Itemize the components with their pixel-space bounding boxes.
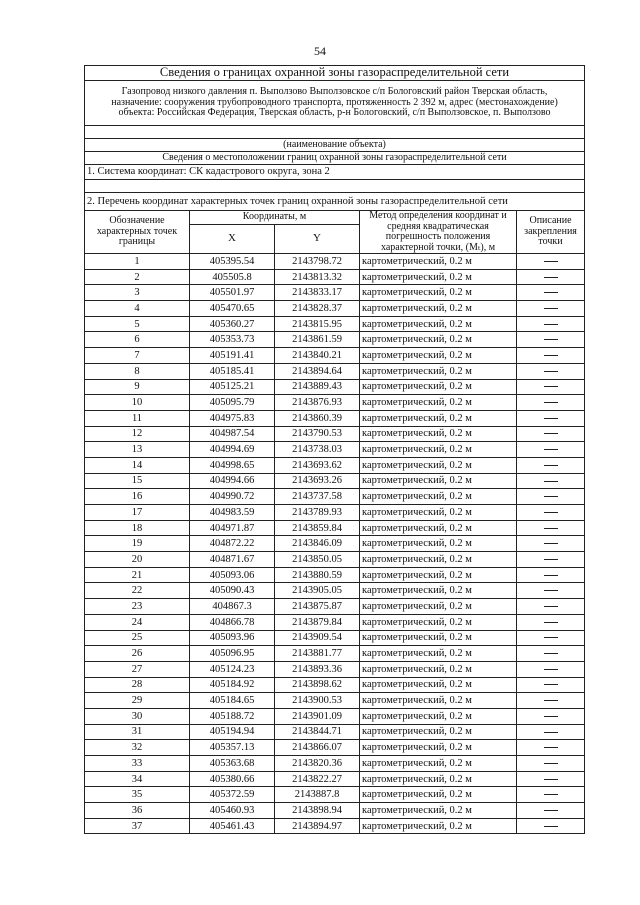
coordinate-system: 1. Система координат: СК кадастрового округа, зона 2 <box>85 165 585 180</box>
coordinate-y: 2143900.53 <box>275 693 360 709</box>
point-number: 29 <box>85 693 190 709</box>
method-cell: картометрический, 0.2 м <box>360 457 517 473</box>
dash-mark <box>544 559 558 560</box>
method-cell: картометрический, 0.2 м <box>360 787 517 803</box>
dash-mark <box>544 308 558 309</box>
table-row <box>85 269 585 285</box>
method-cell: картометрический, 0.2 м <box>360 567 517 583</box>
method-cell: картометрический, 0.2 м <box>360 348 517 364</box>
dash-mark <box>544 371 558 372</box>
coordinate-y: 2143889.43 <box>275 379 360 395</box>
method-cell: картометрический, 0.2 м <box>360 536 517 552</box>
table-row <box>85 552 585 568</box>
coordinate-x: 405191.41 <box>190 348 275 364</box>
dash-mark <box>544 433 558 434</box>
description-cell <box>517 426 585 442</box>
coordinate-y: 2143901.09 <box>275 708 360 724</box>
coordinate-y: 2143893.36 <box>275 661 360 677</box>
points-list-title: 2. Перечень координат характерных точек границ охранной зоны газораспределительной сети <box>85 193 585 211</box>
dash-mark <box>544 810 558 811</box>
method-cell: картометрический, 0.2 м <box>360 473 517 489</box>
method-cell: картометрический, 0.2 м <box>360 410 517 426</box>
coordinate-y: 2143789.93 <box>275 505 360 521</box>
point-number: 24 <box>85 614 190 630</box>
coordinate-y: 2143881.77 <box>275 646 360 662</box>
point-number: 30 <box>85 708 190 724</box>
point-number: 31 <box>85 724 190 740</box>
dash-mark <box>544 418 558 419</box>
header-point: Обозначение характерных точек границы <box>85 211 190 254</box>
description-cell <box>517 552 585 568</box>
point-number: 13 <box>85 442 190 458</box>
dash-mark <box>544 261 558 262</box>
point-number: 23 <box>85 599 190 615</box>
point-number: 22 <box>85 583 190 599</box>
method-cell: картометрический, 0.2 м <box>360 301 517 317</box>
dash-mark <box>544 794 558 795</box>
point-number: 26 <box>85 646 190 662</box>
coordinate-y: 2143738.03 <box>275 442 360 458</box>
description-cell <box>517 379 585 395</box>
coordinate-x: 404987.54 <box>190 426 275 442</box>
dash-mark <box>544 653 558 654</box>
description-cell <box>517 442 585 458</box>
coordinate-x: 404872.22 <box>190 536 275 552</box>
point-number: 27 <box>85 661 190 677</box>
point-number: 28 <box>85 677 190 693</box>
dash-mark <box>544 669 558 670</box>
method-cell: картометрический, 0.2 м <box>360 677 517 693</box>
table-row <box>85 285 585 301</box>
coordinate-y: 2143887.8 <box>275 787 360 803</box>
description-cell <box>517 332 585 348</box>
table-row <box>85 677 585 693</box>
table-row <box>85 693 585 709</box>
dash-mark <box>544 575 558 576</box>
dash-mark <box>544 292 558 293</box>
method-cell: картометрический, 0.2 м <box>360 254 517 270</box>
table-row <box>85 708 585 724</box>
header-coordinates: Координаты, м <box>190 211 360 225</box>
dash-mark <box>544 465 558 466</box>
coordinate-x: 404998.65 <box>190 457 275 473</box>
method-cell: картометрический, 0.2 м <box>360 332 517 348</box>
blank-row <box>85 180 585 193</box>
method-cell: картометрический, 0.2 м <box>360 363 517 379</box>
object-description <box>85 81 585 126</box>
coordinate-x: 404871.67 <box>190 552 275 568</box>
description-cell <box>517 316 585 332</box>
coordinate-y: 2143905.05 <box>275 583 360 599</box>
table-row <box>85 473 585 489</box>
point-number: 3 <box>85 285 190 301</box>
location-title: Сведения о местоположении границ охранной зоны газораспределительной сети <box>85 152 585 165</box>
method-cell: картометрический, 0.2 м <box>360 395 517 411</box>
coordinate-x: 405124.23 <box>190 661 275 677</box>
coordinate-x: 405470.65 <box>190 301 275 317</box>
description-cell <box>517 348 585 364</box>
description-cell <box>517 787 585 803</box>
coordinate-x: 404994.66 <box>190 473 275 489</box>
coordinate-y: 2143846.09 <box>275 536 360 552</box>
description-cell <box>517 505 585 521</box>
object-line-3: объекта: Российская Федерация, Тверская область, р-н Бологовский, с/п Выползовское, п. Выползово <box>118 107 551 119</box>
method-cell: картометрический, 0.2 м <box>360 426 517 442</box>
table-row <box>85 426 585 442</box>
method-cell: картометрический, 0.2 м <box>360 756 517 772</box>
description-cell <box>517 756 585 772</box>
coordinate-y: 2143820.36 <box>275 756 360 772</box>
table-row <box>85 614 585 630</box>
table-row <box>85 646 585 662</box>
point-number: 32 <box>85 740 190 756</box>
object-line-2: назначение: сооружения трубопроводного транспорта, протяженность 2 392 м, адрес (местонахождение) <box>111 96 558 108</box>
point-number: 11 <box>85 410 190 426</box>
dash-mark <box>544 339 558 340</box>
table-row <box>85 363 585 379</box>
description-cell <box>517 661 585 677</box>
method-cell: картометрический, 0.2 м <box>360 818 517 834</box>
dash-mark <box>544 622 558 623</box>
description-cell <box>517 520 585 536</box>
point-number: 1 <box>85 254 190 270</box>
coordinate-x: 405184.65 <box>190 693 275 709</box>
method-cell: картометрический, 0.2 м <box>360 614 517 630</box>
method-cell: картометрический, 0.2 м <box>360 724 517 740</box>
description-cell <box>517 614 585 630</box>
point-number: 21 <box>85 567 190 583</box>
description-cell <box>517 583 585 599</box>
coordinate-y: 2143813.32 <box>275 269 360 285</box>
description-cell <box>517 803 585 819</box>
coordinate-x: 405093.96 <box>190 630 275 646</box>
dash-mark <box>544 449 558 450</box>
coordinate-x: 405184.92 <box>190 677 275 693</box>
table-row <box>85 599 585 615</box>
coordinate-y: 2143693.62 <box>275 457 360 473</box>
coordinate-x: 405090.43 <box>190 583 275 599</box>
description-cell <box>517 708 585 724</box>
description-cell <box>517 269 585 285</box>
description-cell <box>517 693 585 709</box>
dash-mark <box>544 747 558 748</box>
point-number: 36 <box>85 803 190 819</box>
table-row <box>85 348 585 364</box>
description-cell <box>517 395 585 411</box>
description-cell <box>517 536 585 552</box>
point-number: 34 <box>85 771 190 787</box>
point-number: 19 <box>85 536 190 552</box>
table-row <box>85 379 585 395</box>
coordinate-y: 2143737.58 <box>275 489 360 505</box>
dash-mark <box>544 779 558 780</box>
dash-mark <box>544 512 558 513</box>
point-number: 15 <box>85 473 190 489</box>
table-row <box>85 457 585 473</box>
coordinate-x: 405360.27 <box>190 316 275 332</box>
method-cell: картометрический, 0.2 м <box>360 771 517 787</box>
coordinate-x: 405093.06 <box>190 567 275 583</box>
header-method: Метод определения координат и средняя квадратическая погрешность положения характерной точки, (Mₜ), м <box>360 211 517 254</box>
dash-mark <box>544 324 558 325</box>
coordinate-x: 405185.41 <box>190 363 275 379</box>
point-number: 4 <box>85 301 190 317</box>
coordinate-x: 405353.73 <box>190 332 275 348</box>
coordinate-y: 2143850.05 <box>275 552 360 568</box>
coordinate-x: 405395.54 <box>190 254 275 270</box>
coordinate-y: 2143790.53 <box>275 426 360 442</box>
point-number: 33 <box>85 756 190 772</box>
table-row <box>85 630 585 646</box>
table-row <box>85 536 585 552</box>
coordinate-x: 405363.68 <box>190 756 275 772</box>
dash-mark <box>544 277 558 278</box>
coordinate-y: 2143860.39 <box>275 410 360 426</box>
coordinate-x: 404994.69 <box>190 442 275 458</box>
point-number: 6 <box>85 332 190 348</box>
document-title: Сведения о границах охранной зоны газораспределительной сети <box>85 66 585 81</box>
dash-mark <box>544 826 558 827</box>
method-cell: картометрический, 0.2 м <box>360 379 517 395</box>
method-cell: картометрический, 0.2 м <box>360 520 517 536</box>
table-row <box>85 332 585 348</box>
method-cell: картометрический, 0.2 м <box>360 708 517 724</box>
table-row <box>85 316 585 332</box>
point-number: 9 <box>85 379 190 395</box>
coordinate-x: 405194.94 <box>190 724 275 740</box>
point-number: 20 <box>85 552 190 568</box>
coordinate-y: 2143859.84 <box>275 520 360 536</box>
coordinate-y: 2143815.95 <box>275 316 360 332</box>
coordinate-x: 405501.97 <box>190 285 275 301</box>
coordinate-y: 2143844.71 <box>275 724 360 740</box>
description-cell <box>517 457 585 473</box>
method-cell: картометрический, 0.2 м <box>360 505 517 521</box>
table-row <box>85 395 585 411</box>
table-row <box>85 756 585 772</box>
coordinate-y: 2143875.87 <box>275 599 360 615</box>
table-row <box>85 818 585 834</box>
coordinate-x: 405096.95 <box>190 646 275 662</box>
coordinate-x: 405125.21 <box>190 379 275 395</box>
description-cell <box>517 285 585 301</box>
coordinate-x: 404866.78 <box>190 614 275 630</box>
description-cell <box>517 473 585 489</box>
dash-mark <box>544 684 558 685</box>
table-row <box>85 724 585 740</box>
object-line-1: Газопровод низкого давления п. Выползово Выползовское с/п Бологовский район Тверская область, <box>121 86 548 98</box>
coordinate-y: 2143840.21 <box>275 348 360 364</box>
point-number: 7 <box>85 348 190 364</box>
point-number: 5 <box>85 316 190 332</box>
method-cell: картометрический, 0.2 м <box>360 552 517 568</box>
coordinate-y: 2143898.94 <box>275 803 360 819</box>
description-cell <box>517 646 585 662</box>
boundary-table <box>84 65 585 834</box>
dash-mark <box>544 700 558 701</box>
table-row <box>85 254 585 270</box>
description-cell <box>517 724 585 740</box>
table-row <box>85 583 585 599</box>
coordinate-y: 2143876.93 <box>275 395 360 411</box>
point-number: 2 <box>85 269 190 285</box>
coordinate-y: 2143693.26 <box>275 473 360 489</box>
description-cell <box>517 489 585 505</box>
description-cell <box>517 301 585 317</box>
coordinate-x: 405460.93 <box>190 803 275 819</box>
table-row <box>85 740 585 756</box>
coordinate-x: 405188.72 <box>190 708 275 724</box>
table-row <box>85 661 585 677</box>
method-cell: картометрический, 0.2 м <box>360 316 517 332</box>
coordinate-y: 2143898.62 <box>275 677 360 693</box>
point-number: 12 <box>85 426 190 442</box>
dash-mark <box>544 732 558 733</box>
table-row <box>85 520 585 536</box>
coordinate-x: 404983.59 <box>190 505 275 521</box>
table-row <box>85 787 585 803</box>
coordinate-x: 404971.87 <box>190 520 275 536</box>
dash-mark <box>544 716 558 717</box>
method-cell: картометрический, 0.2 м <box>360 583 517 599</box>
table-row <box>85 505 585 521</box>
table-row <box>85 489 585 505</box>
coordinate-y: 2143880.59 <box>275 567 360 583</box>
method-cell: картометрический, 0.2 м <box>360 285 517 301</box>
dash-mark <box>544 543 558 544</box>
coordinate-x: 404975.83 <box>190 410 275 426</box>
blank-row <box>85 126 585 139</box>
coordinate-x: 405505.8 <box>190 269 275 285</box>
object-caption: (наименование объекта) <box>85 139 585 152</box>
coordinate-y: 2143909.54 <box>275 630 360 646</box>
point-number: 16 <box>85 489 190 505</box>
header-y: Y <box>275 224 360 253</box>
method-cell: картометрический, 0.2 м <box>360 661 517 677</box>
method-cell: картометрический, 0.2 м <box>360 442 517 458</box>
coordinate-x: 405372.59 <box>190 787 275 803</box>
description-cell <box>517 771 585 787</box>
description-cell <box>517 818 585 834</box>
coordinate-y: 2143879.84 <box>275 614 360 630</box>
table-row <box>85 567 585 583</box>
point-number: 18 <box>85 520 190 536</box>
coordinate-y: 2143822.27 <box>275 771 360 787</box>
method-cell: картометрический, 0.2 м <box>360 599 517 615</box>
dash-mark <box>544 590 558 591</box>
point-number: 10 <box>85 395 190 411</box>
dash-mark <box>544 355 558 356</box>
table-row <box>85 301 585 317</box>
dash-mark <box>544 386 558 387</box>
table-row <box>85 803 585 819</box>
coordinate-x: 405461.43 <box>190 818 275 834</box>
dash-mark <box>544 763 558 764</box>
dash-mark <box>544 606 558 607</box>
method-cell: картометрический, 0.2 м <box>360 803 517 819</box>
method-cell: картометрический, 0.2 м <box>360 740 517 756</box>
coordinate-y: 2143894.64 <box>275 363 360 379</box>
description-cell <box>517 599 585 615</box>
dash-mark <box>544 402 558 403</box>
table-row <box>85 771 585 787</box>
point-number: 14 <box>85 457 190 473</box>
point-number: 37 <box>85 818 190 834</box>
method-cell: картометрический, 0.2 м <box>360 630 517 646</box>
header-x: X <box>190 224 275 253</box>
description-cell <box>517 740 585 756</box>
point-number: 25 <box>85 630 190 646</box>
description-cell <box>517 363 585 379</box>
table-row <box>85 410 585 426</box>
coordinate-x: 405357.13 <box>190 740 275 756</box>
coordinate-x: 405095.79 <box>190 395 275 411</box>
method-cell: картометрический, 0.2 м <box>360 693 517 709</box>
method-cell: картометрический, 0.2 м <box>360 269 517 285</box>
table-row <box>85 442 585 458</box>
coordinate-y: 2143866.07 <box>275 740 360 756</box>
header-description: Описание закрепления точки <box>517 211 585 254</box>
coordinate-y: 2143798.72 <box>275 254 360 270</box>
description-cell <box>517 677 585 693</box>
dash-mark <box>544 481 558 482</box>
description-cell <box>517 567 585 583</box>
coordinate-y: 2143861.59 <box>275 332 360 348</box>
description-cell <box>517 254 585 270</box>
description-cell <box>517 410 585 426</box>
dash-mark <box>544 496 558 497</box>
method-cell: картометрический, 0.2 м <box>360 489 517 505</box>
coordinate-x: 405380.66 <box>190 771 275 787</box>
point-number: 17 <box>85 505 190 521</box>
point-number: 8 <box>85 363 190 379</box>
method-cell: картометрический, 0.2 м <box>360 646 517 662</box>
page-number: 54 <box>314 44 326 58</box>
coordinate-x: 404990.72 <box>190 489 275 505</box>
coordinate-y: 2143828.37 <box>275 301 360 317</box>
description-cell <box>517 630 585 646</box>
dash-mark <box>544 528 558 529</box>
coordinate-x: 404867.3 <box>190 599 275 615</box>
coordinate-y: 2143833.17 <box>275 285 360 301</box>
dash-mark <box>544 637 558 638</box>
point-number: 35 <box>85 787 190 803</box>
coordinate-y: 2143894.97 <box>275 818 360 834</box>
